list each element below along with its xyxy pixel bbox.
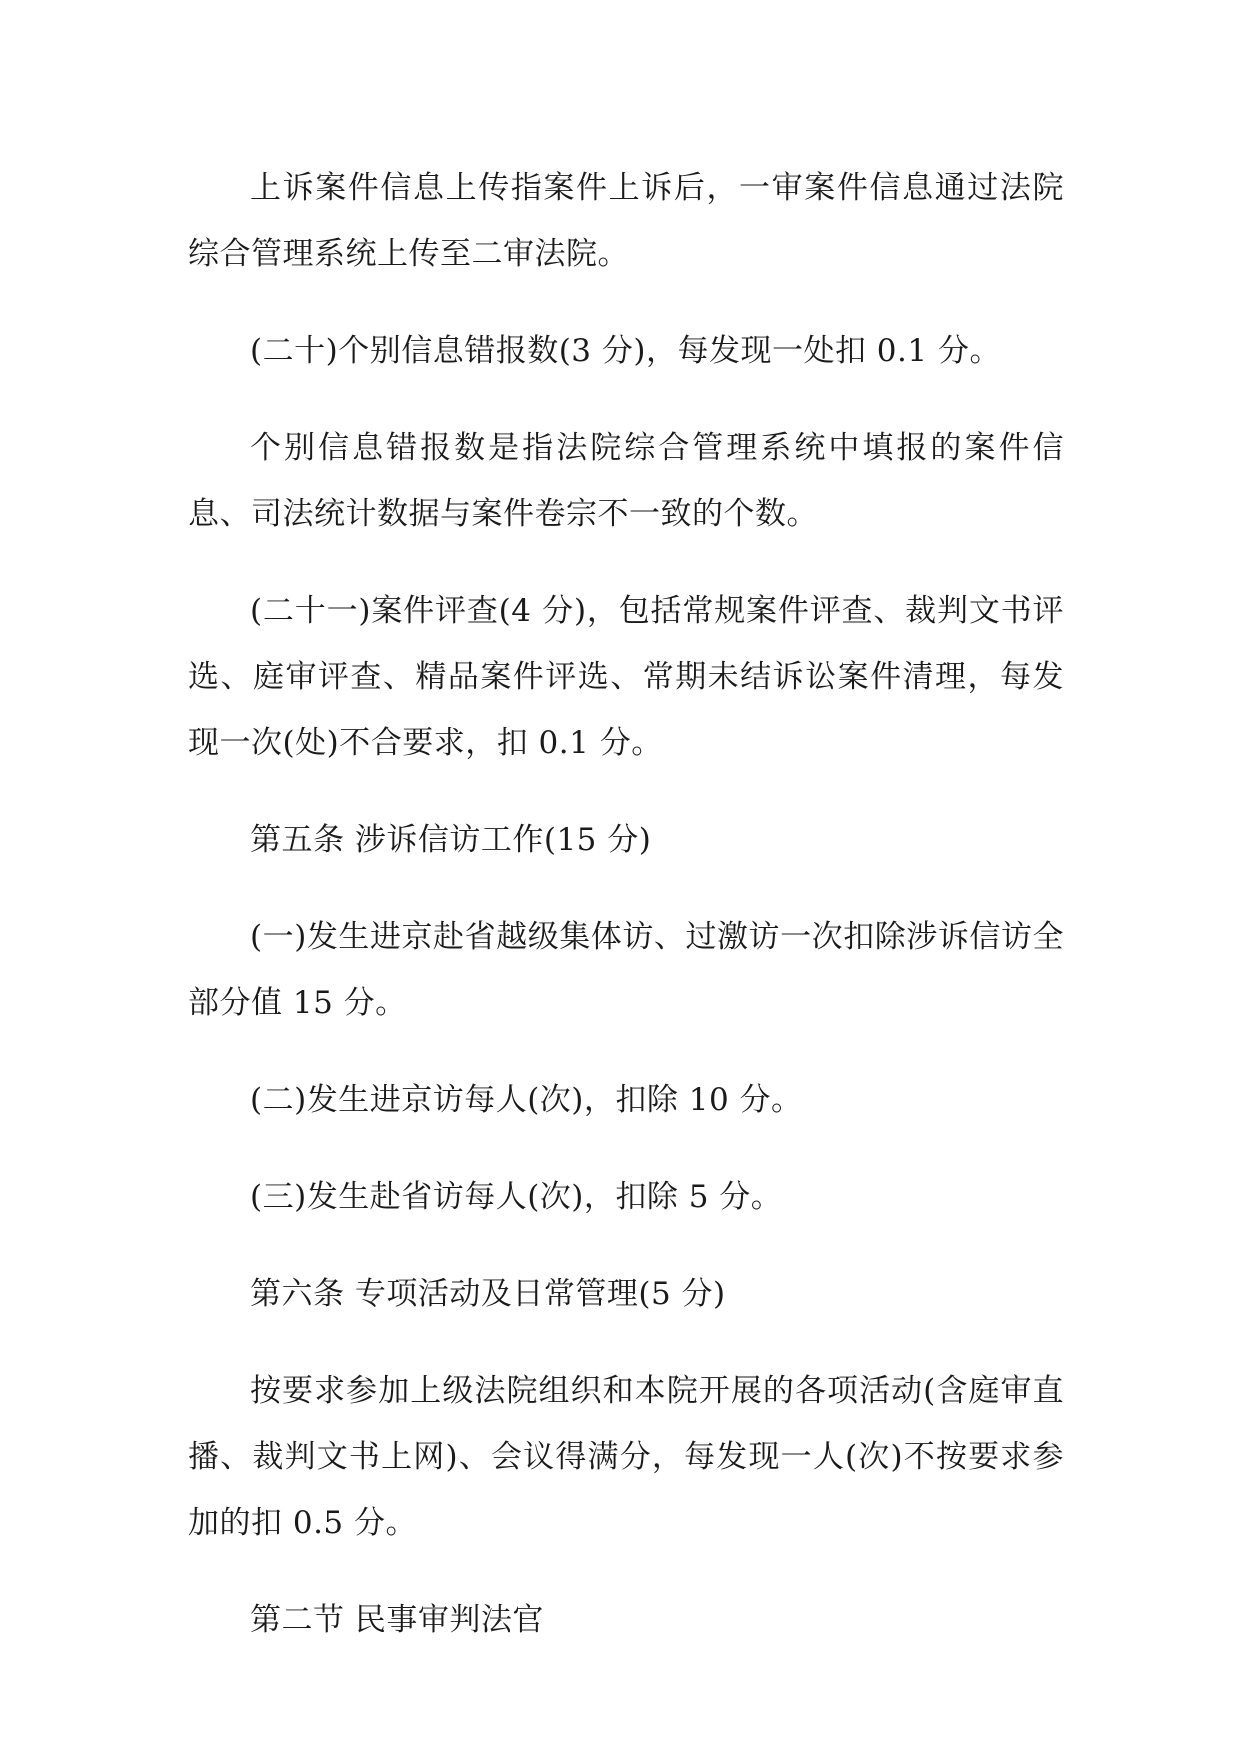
- paragraph-article-5-item-2: (二)发生进京访每人(次)，扣除 10 分。: [250, 1082, 803, 1118]
- article-6-heading: 第六条 专项活动及日常管理(5 分): [250, 1276, 726, 1312]
- paragraph-article-6-body: 按要求参加上级法院组织和本院开展的各项活动(含庭审直播、裁判文书上网)、会议得满分，每发现一人(次)不按要求参加的扣 0.5 分。: [188, 1373, 1064, 1541]
- paragraph-article-5-item-3: (三)发生赴省访每人(次)，扣除 5 分。: [250, 1179, 783, 1215]
- paragraph-article-5-item-1: (一)发生进京赴省越级集体访、过激访一次扣除涉诉信访全部分值 15 分。: [188, 919, 1064, 1021]
- paragraph-misreport-definition: 个别信息错报数是指法院综合管理系统中填报的案件信息、司法统计数据与案件卷宗不一致的个数。: [188, 430, 1064, 532]
- paragraph-item-20: (二十)个别信息错报数(3 分)，每发现一处扣 0.1 分。: [250, 333, 1001, 369]
- paragraph-item-21: (二十一)案件评查(4 分)，包括常规案件评查、裁判文书评选、庭审评查、精品案件评选、常期未结诉讼案件清理，每发现一次(处)不合要求，扣 0.1 分。: [188, 593, 1064, 761]
- document-body: [188, 155, 1064, 1684]
- article-5-heading: 第五条 涉诉信访工作(15 分): [250, 822, 652, 858]
- paragraph-appeal-upload: 上诉案件信息上传指案件上诉后，一审案件信息通过法院综合管理系统上传至二审法院。: [188, 170, 1064, 272]
- section-2-heading: 第二节 民事审判法官: [250, 1602, 544, 1638]
